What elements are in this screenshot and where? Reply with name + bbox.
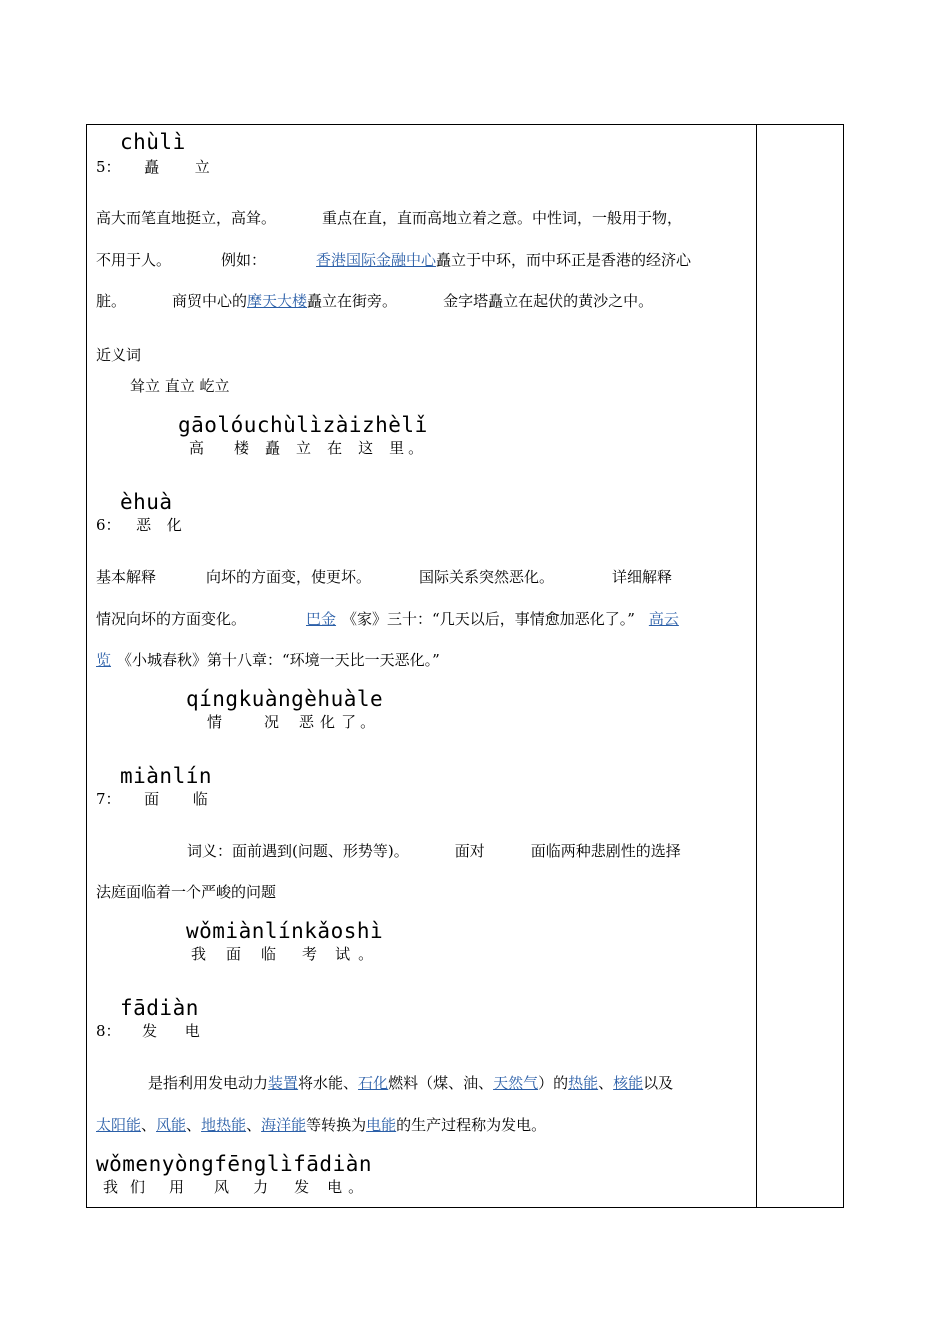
def-text: 金字塔矗立在起伏的黄沙之中。 <box>443 292 654 310</box>
link-thermal-energy[interactable]: 热能 <box>568 1074 599 1092</box>
example-char: 用 <box>169 1178 185 1196</box>
entry-5-pinyin: chùlì <box>120 130 186 154</box>
link-nuclear-energy[interactable]: 核能 <box>613 1074 644 1092</box>
def-text: 情况向坏的方面变化。 <box>96 610 247 628</box>
example-char: 立 <box>296 439 312 457</box>
link-skyscraper[interactable]: 摩天大楼 <box>247 292 308 310</box>
link-ocean-energy[interactable]: 海洋能 <box>261 1116 307 1134</box>
headword-char: 电 <box>184 1022 200 1040</box>
example-char: 我 <box>103 1178 119 1196</box>
entry-6-def-line-1 <box>96 566 672 587</box>
headword-char: 矗 <box>144 158 160 176</box>
example-char: 。 <box>358 945 374 963</box>
column-divider <box>756 124 757 1208</box>
entry-5-def-line-1 <box>96 207 682 228</box>
def-text: 以及 <box>643 1074 674 1092</box>
example-pinyin: wǒmiànlínkǎoshì <box>186 919 384 943</box>
def-text: 等转换为 <box>306 1116 367 1134</box>
def-text: 、 <box>598 1074 614 1092</box>
example-char: 。 <box>408 439 424 457</box>
example-sentence <box>191 943 373 964</box>
example-sentence <box>207 711 375 732</box>
def-text: 重点在直，直而高地立着之意。中性词，一般用于物， <box>322 209 683 227</box>
synonym-label: 近义词 <box>96 346 142 364</box>
def-text: 《小城春秋》第十八章：“环境一天比一天恶化。” <box>117 651 440 669</box>
def-text: 将水能、 <box>298 1074 359 1092</box>
entry-8-def-line-1 <box>148 1072 673 1093</box>
entry-7-headword <box>96 788 208 809</box>
def-text: 面对 <box>454 842 485 860</box>
example-char: 考 <box>302 945 318 963</box>
link-hk-ifc[interactable]: 香港国际金融中心 <box>316 251 437 269</box>
example-pinyin: qíngkuàngèhuàle <box>186 687 384 711</box>
example-char: 临 <box>261 945 277 963</box>
link-solar-energy[interactable]: 太阳能 <box>96 1116 142 1134</box>
def-text: 、 <box>246 1116 262 1134</box>
example-char: 发 <box>294 1178 310 1196</box>
def-text: 详细解释 <box>612 568 673 586</box>
headword-char: 发 <box>142 1022 158 1040</box>
entry-5-headword <box>96 156 210 177</box>
headword-char: 临 <box>192 790 208 808</box>
def-text: 、 <box>141 1116 157 1134</box>
example-char: 恶 <box>299 713 315 731</box>
example-char: 里 <box>389 439 405 457</box>
def-text: 的生产过程称为发电。 <box>396 1116 547 1134</box>
example-char: 面 <box>226 945 242 963</box>
example-sentence <box>189 437 423 458</box>
def-text: 脏。 <box>96 292 127 310</box>
def-text: ）的 <box>538 1074 569 1092</box>
example-char: 力 <box>253 1178 269 1196</box>
def-text: 词义：面前遇到(问题、形势等)。 <box>187 842 409 860</box>
example-char: 化 <box>320 713 336 731</box>
example-char: 们 <box>130 1178 146 1196</box>
example-char: 风 <box>214 1178 230 1196</box>
link-gao-yunlan-cont[interactable]: 览 <box>96 651 112 669</box>
example-char: 矗 <box>265 439 281 457</box>
link-geothermal-energy[interactable]: 地热能 <box>201 1116 247 1134</box>
entry-5-def-line-3 <box>96 290 653 311</box>
def-text: 基本解释 <box>96 568 157 586</box>
def-text: 燃料（煤、油、 <box>388 1074 494 1092</box>
example-sentence <box>103 1176 363 1197</box>
headword-char: 化 <box>166 516 182 534</box>
headword-char: 立 <box>194 158 210 176</box>
entry-7-pinyin: miànlín <box>120 764 213 788</box>
example-char: 高 <box>189 439 205 457</box>
entry-6-pinyin: èhuà <box>120 490 173 514</box>
synonym-list: 耸立 直立 屹立 <box>130 377 230 395</box>
entry-7-def-line-2: 法庭面临着一个严峻的问题 <box>96 883 277 901</box>
entry-6-headword <box>96 514 182 535</box>
entry-number: 7： <box>96 790 121 808</box>
entry-5-def-line-2 <box>96 249 691 270</box>
def-text: 国际关系突然恶化。 <box>419 568 555 586</box>
example-char: 。 <box>348 1178 364 1196</box>
example-pinyin: wǒmenyòngfēnglìfādiàn <box>96 1152 373 1176</box>
def-text: 《家》三十：“几天以后，事情愈加恶化了。” <box>342 610 635 628</box>
link-gao-yunlan[interactable]: 高云 <box>648 610 679 628</box>
example-char: 情 <box>207 713 223 731</box>
def-text: 矗立在街旁。 <box>307 292 398 310</box>
link-electric-energy[interactable]: 电能 <box>366 1116 397 1134</box>
example-char: 况 <box>264 713 280 731</box>
def-text: 是指利用发电动力 <box>148 1074 269 1092</box>
entry-8-headword <box>96 1020 200 1041</box>
example-char: 。 <box>360 713 376 731</box>
def-text: 面临两种悲剧性的选择 <box>530 842 681 860</box>
entry-8-def-line-2 <box>96 1114 546 1135</box>
example-char: 电 <box>327 1178 343 1196</box>
def-text: 矗立于中环，而中环正是香港的经济心 <box>436 251 692 269</box>
def-text: 例如： <box>221 251 267 269</box>
entry-8-pinyin: fādiàn <box>120 996 199 1020</box>
entry-7-def-line-1 <box>187 840 681 861</box>
headword-char: 恶 <box>136 516 152 534</box>
headword-char: 面 <box>144 790 160 808</box>
entry-6-def-line-2 <box>96 608 679 629</box>
def-text: 、 <box>186 1116 202 1134</box>
example-char: 了 <box>341 713 357 731</box>
entry-6-def-line-3 <box>96 649 440 670</box>
link-ba-jin[interactable]: 巴金 <box>306 610 337 628</box>
example-char: 这 <box>358 439 374 457</box>
example-pinyin: gāolóuchùlìzàizhèlǐ <box>178 413 428 437</box>
link-natural-gas[interactable]: 天然气 <box>493 1074 539 1092</box>
link-device[interactable]: 装置 <box>268 1074 299 1092</box>
link-wind-energy[interactable]: 风能 <box>156 1116 187 1134</box>
example-char: 在 <box>327 439 343 457</box>
def-text: 向坏的方面变，使更坏。 <box>206 568 372 586</box>
entry-number: 8： <box>96 1022 121 1040</box>
entry-number: 5： <box>96 158 121 176</box>
entry-number: 6： <box>96 516 121 534</box>
def-text: 高大而笔直地挺立，高耸。 <box>96 209 277 227</box>
link-fossil[interactable]: 石化 <box>358 1074 389 1092</box>
example-char: 我 <box>191 945 207 963</box>
example-char: 楼 <box>234 439 250 457</box>
def-text: 不用于人。 <box>96 251 172 269</box>
def-text: 商贸中心的 <box>172 292 248 310</box>
example-char: 试 <box>335 945 351 963</box>
